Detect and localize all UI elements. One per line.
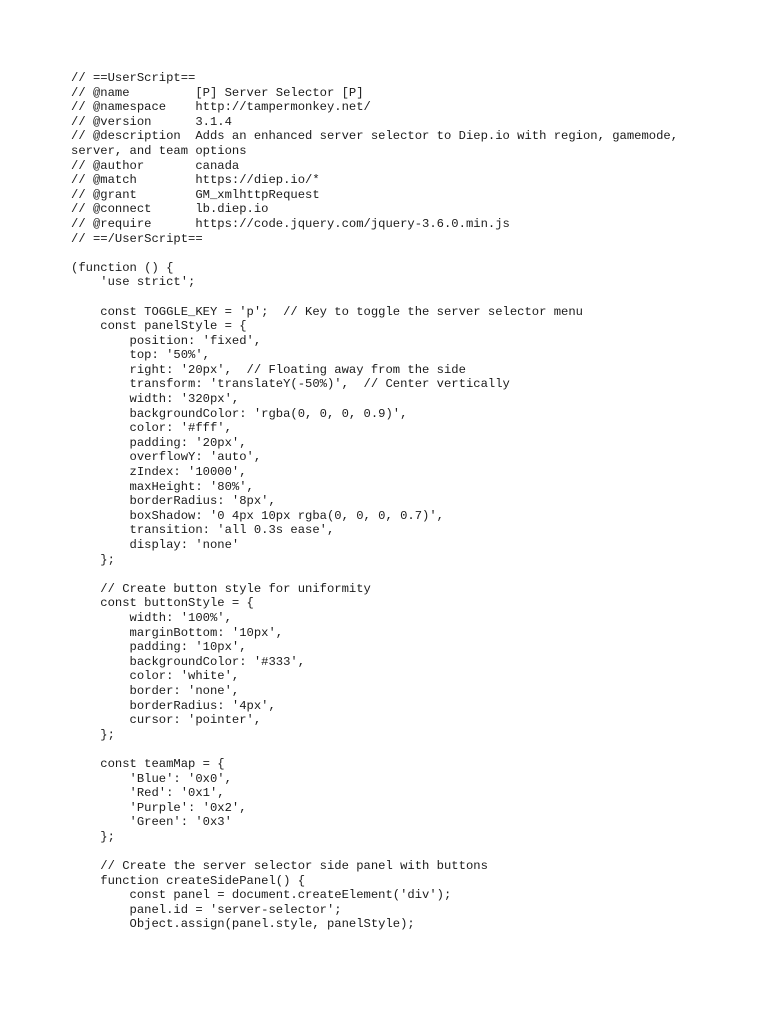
code-line: // ==UserScript== — [71, 71, 196, 85]
code-line: // @description Adds an enhanced server selector to Diep.io with region, gamemode, — [71, 129, 679, 144]
code-line: }; — [71, 552, 115, 567]
code-line: 'Green': '0x3' — [71, 815, 232, 830]
code-line: }; — [71, 727, 115, 742]
code-line: top: '50%', — [71, 348, 210, 363]
code-line: panel.id = 'server-selector'; — [71, 902, 342, 917]
code-line: borderRadius: '4px', — [71, 698, 276, 713]
code-line: transition: 'all 0.3s ease', — [71, 523, 335, 538]
code-line: const TOGGLE_KEY = 'p'; // Key to toggle the server selector menu — [71, 304, 583, 319]
code-line — [71, 246, 731, 261]
code-line: // Create button style for uniformity — [71, 581, 371, 596]
code-line: server, and team options — [71, 143, 247, 158]
code-page — [71, 71, 731, 932]
code-line: // @match https://diep.io/* — [71, 173, 320, 188]
code-line: function createSidePanel() { — [71, 873, 306, 888]
code-line: boxShadow: '0 4px 10px rgba(0, 0, 0, 0.7)', — [71, 508, 444, 523]
code-line: // @grant GM_xmlhttpRequest — [71, 187, 320, 202]
code-line: transform: 'translateY(-50%)', // Center vertically — [71, 377, 510, 392]
code-line: 'Purple': '0x2', — [71, 800, 247, 815]
code-line: right: '20px', // Floating away from the side — [71, 362, 466, 377]
code-line: }; — [71, 829, 115, 844]
code-line: marginBottom: '10px', — [71, 625, 284, 640]
code-line: // @author canada — [71, 158, 240, 173]
code-line: // ==/UserScript== — [71, 231, 203, 246]
code-line: cursor: 'pointer', — [71, 713, 262, 728]
code-line: display: 'none' — [71, 538, 240, 552]
code-line: 'Red': '0x1', — [71, 786, 225, 801]
code-line: maxHeight: '80%', — [71, 479, 254, 494]
code-line: overflowY: 'auto', — [71, 450, 262, 465]
code-line: // Create the server selector side panel with buttons — [71, 859, 488, 874]
code-line: const panel = document.createElement('div'); — [71, 888, 452, 903]
code-line: backgroundColor: '#333', — [71, 654, 306, 669]
code-line: zIndex: '10000', — [71, 465, 247, 480]
code-line: // @name [P] Server Selector [P] — [71, 85, 364, 100]
code-line: padding: '10px', — [71, 640, 247, 655]
code-line: padding: '20px', — [71, 435, 247, 450]
code-line: width: '320px', — [71, 392, 240, 407]
code-line: (function () { — [71, 260, 174, 275]
code-line: // @version 3.1.4 — [71, 114, 232, 129]
code-line: 'Blue': '0x0', — [71, 771, 232, 786]
code-line — [71, 844, 731, 859]
code-line — [71, 742, 731, 757]
code-line: const teamMap = { — [71, 756, 225, 771]
code-line: color: 'white', — [71, 669, 240, 684]
code-line: // @require https://code.jquery.com/jquery-3.6.0.min.js — [71, 216, 510, 231]
code-line: const buttonStyle = { — [71, 596, 254, 611]
code-line: // @namespace http://tampermonkey.net/ — [71, 100, 371, 115]
code-line — [71, 567, 731, 582]
code-line: const panelStyle = { — [71, 319, 247, 334]
code-line: position: 'fixed', — [71, 333, 262, 348]
code-line: backgroundColor: 'rgba(0, 0, 0, 0.9)', — [71, 406, 408, 421]
code-line — [71, 290, 731, 305]
code-line: // @connect lb.diep.io — [71, 202, 269, 217]
code-line: 'use strict'; — [71, 275, 196, 290]
code-line: borderRadius: '8px', — [71, 494, 276, 509]
code-line: border: 'none', — [71, 683, 240, 698]
code-line: color: '#fff', — [71, 421, 232, 436]
code-line: width: '100%', — [71, 610, 232, 625]
code-line: Object.assign(panel.style, panelStyle); — [71, 917, 415, 932]
